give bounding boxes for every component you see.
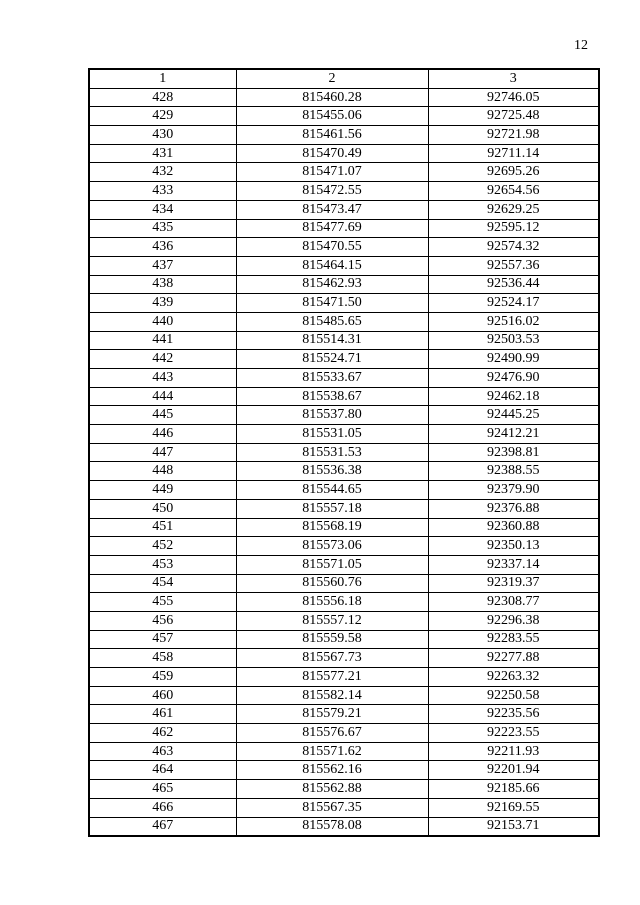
- point-number-cell: 447: [89, 443, 236, 462]
- table-body: [89, 88, 599, 836]
- x-coordinate-cell: 815472.55: [236, 182, 428, 201]
- table-row: [89, 574, 599, 593]
- y-coordinate-cell: 92250.58: [428, 686, 599, 705]
- y-coordinate-cell: 92337.14: [428, 555, 599, 574]
- y-coordinate-cell: 92350.13: [428, 537, 599, 556]
- table-row: [89, 219, 599, 238]
- y-coordinate-cell: 92169.55: [428, 798, 599, 817]
- point-number-cell: 465: [89, 780, 236, 799]
- table-row: [89, 294, 599, 313]
- point-number-cell: 449: [89, 481, 236, 500]
- y-coordinate-cell: 92721.98: [428, 126, 599, 145]
- x-coordinate-cell: 815538.67: [236, 387, 428, 406]
- y-coordinate-cell: 92746.05: [428, 88, 599, 107]
- x-coordinate-cell: 815471.50: [236, 294, 428, 313]
- x-coordinate-cell: 815455.06: [236, 107, 428, 126]
- point-number-cell: 453: [89, 555, 236, 574]
- x-coordinate-cell: 815477.69: [236, 219, 428, 238]
- point-number-cell: 456: [89, 611, 236, 630]
- x-coordinate-cell: 815562.88: [236, 780, 428, 799]
- y-coordinate-cell: 92711.14: [428, 144, 599, 163]
- y-coordinate-cell: 92476.90: [428, 369, 599, 388]
- table-row: [89, 499, 599, 518]
- x-coordinate-cell: 815537.80: [236, 406, 428, 425]
- table-row: [89, 649, 599, 668]
- y-coordinate-cell: 92223.55: [428, 724, 599, 743]
- table-row: [89, 369, 599, 388]
- point-number-cell: 450: [89, 499, 236, 518]
- x-coordinate-cell: 815536.38: [236, 462, 428, 481]
- x-coordinate-cell: 815560.76: [236, 574, 428, 593]
- column-header: 2: [236, 69, 428, 88]
- table-row: [89, 425, 599, 444]
- y-coordinate-cell: 92263.32: [428, 668, 599, 687]
- table-row: [89, 742, 599, 761]
- point-number-cell: 438: [89, 275, 236, 294]
- x-coordinate-cell: 815470.49: [236, 144, 428, 163]
- table-row: [89, 593, 599, 612]
- y-coordinate-cell: 92185.66: [428, 780, 599, 799]
- point-number-cell: 457: [89, 630, 236, 649]
- table-row: [89, 817, 599, 836]
- x-coordinate-cell: 815460.28: [236, 88, 428, 107]
- table-row: [89, 630, 599, 649]
- y-coordinate-cell: 92557.36: [428, 256, 599, 275]
- table-row: [89, 761, 599, 780]
- y-coordinate-cell: 92379.90: [428, 481, 599, 500]
- y-coordinate-cell: 92398.81: [428, 443, 599, 462]
- table-row: [89, 200, 599, 219]
- point-number-cell: 444: [89, 387, 236, 406]
- x-coordinate-cell: 815582.14: [236, 686, 428, 705]
- point-number-cell: 446: [89, 425, 236, 444]
- x-coordinate-cell: 815571.62: [236, 742, 428, 761]
- y-coordinate-cell: 92445.25: [428, 406, 599, 425]
- table-row: [89, 705, 599, 724]
- point-number-cell: 459: [89, 668, 236, 687]
- point-number-cell: 436: [89, 238, 236, 257]
- point-number-cell: 467: [89, 817, 236, 836]
- table-row: [89, 518, 599, 537]
- x-coordinate-cell: 815533.67: [236, 369, 428, 388]
- y-coordinate-cell: 92153.71: [428, 817, 599, 836]
- y-coordinate-cell: 92654.56: [428, 182, 599, 201]
- column-header: 1: [89, 69, 236, 88]
- x-coordinate-cell: 815531.53: [236, 443, 428, 462]
- table-row: [89, 462, 599, 481]
- y-coordinate-cell: 92308.77: [428, 593, 599, 612]
- x-coordinate-cell: 815556.18: [236, 593, 428, 612]
- point-number-cell: 435: [89, 219, 236, 238]
- table-row: [89, 163, 599, 182]
- table-row: [89, 126, 599, 145]
- point-number-cell: 455: [89, 593, 236, 612]
- table-row: [89, 481, 599, 500]
- y-coordinate-cell: 92412.21: [428, 425, 599, 444]
- y-coordinate-cell: 92201.94: [428, 761, 599, 780]
- point-number-cell: 431: [89, 144, 236, 163]
- table-row: [89, 798, 599, 817]
- y-coordinate-cell: 92725.48: [428, 107, 599, 126]
- x-coordinate-cell: 815559.58: [236, 630, 428, 649]
- table-row: [89, 780, 599, 799]
- table-row: [89, 238, 599, 257]
- x-coordinate-cell: 815514.31: [236, 331, 428, 350]
- table-row: [89, 668, 599, 687]
- coordinates-table: [88, 68, 600, 837]
- x-coordinate-cell: 815568.19: [236, 518, 428, 537]
- x-coordinate-cell: 815544.65: [236, 481, 428, 500]
- y-coordinate-cell: 92296.38: [428, 611, 599, 630]
- table-row: [89, 406, 599, 425]
- point-number-cell: 466: [89, 798, 236, 817]
- y-coordinate-cell: 92524.17: [428, 294, 599, 313]
- point-number-cell: 439: [89, 294, 236, 313]
- point-number-cell: 437: [89, 256, 236, 275]
- x-coordinate-cell: 815573.06: [236, 537, 428, 556]
- y-coordinate-cell: 92595.12: [428, 219, 599, 238]
- y-coordinate-cell: 92503.53: [428, 331, 599, 350]
- table-header-row: [89, 69, 599, 88]
- point-number-cell: 464: [89, 761, 236, 780]
- point-number-cell: 445: [89, 406, 236, 425]
- table-row: [89, 144, 599, 163]
- x-coordinate-cell: 815578.08: [236, 817, 428, 836]
- x-coordinate-cell: 815464.15: [236, 256, 428, 275]
- table-row: [89, 555, 599, 574]
- x-coordinate-cell: 815567.73: [236, 649, 428, 668]
- y-coordinate-cell: 92283.55: [428, 630, 599, 649]
- page-number: 12: [574, 38, 588, 53]
- x-coordinate-cell: 815473.47: [236, 200, 428, 219]
- y-coordinate-cell: 92536.44: [428, 275, 599, 294]
- point-number-cell: 463: [89, 742, 236, 761]
- table-row: [89, 107, 599, 126]
- y-coordinate-cell: 92629.25: [428, 200, 599, 219]
- y-coordinate-cell: 92388.55: [428, 462, 599, 481]
- point-number-cell: 462: [89, 724, 236, 743]
- table-row: [89, 611, 599, 630]
- point-number-cell: 452: [89, 537, 236, 556]
- x-coordinate-cell: 815524.71: [236, 350, 428, 369]
- table-row: [89, 387, 599, 406]
- y-coordinate-cell: 92376.88: [428, 499, 599, 518]
- x-coordinate-cell: 815557.18: [236, 499, 428, 518]
- x-coordinate-cell: 815470.55: [236, 238, 428, 257]
- y-coordinate-cell: 92695.26: [428, 163, 599, 182]
- y-coordinate-cell: 92462.18: [428, 387, 599, 406]
- point-number-cell: 432: [89, 163, 236, 182]
- point-number-cell: 458: [89, 649, 236, 668]
- x-coordinate-cell: 815577.21: [236, 668, 428, 687]
- table-row: [89, 686, 599, 705]
- x-coordinate-cell: 815562.16: [236, 761, 428, 780]
- x-coordinate-cell: 815576.67: [236, 724, 428, 743]
- y-coordinate-cell: 92211.93: [428, 742, 599, 761]
- point-number-cell: 460: [89, 686, 236, 705]
- x-coordinate-cell: 815485.65: [236, 312, 428, 331]
- x-coordinate-cell: 815461.56: [236, 126, 428, 145]
- x-coordinate-cell: 815531.05: [236, 425, 428, 444]
- x-coordinate-cell: 815471.07: [236, 163, 428, 182]
- point-number-cell: 454: [89, 574, 236, 593]
- table-row: [89, 312, 599, 331]
- point-number-cell: 443: [89, 369, 236, 388]
- table-row: [89, 724, 599, 743]
- y-coordinate-cell: 92235.56: [428, 705, 599, 724]
- point-number-cell: 442: [89, 350, 236, 369]
- table-row: [89, 275, 599, 294]
- column-header: 3: [428, 69, 599, 88]
- point-number-cell: 430: [89, 126, 236, 145]
- x-coordinate-cell: 815567.35: [236, 798, 428, 817]
- y-coordinate-cell: 92360.88: [428, 518, 599, 537]
- table-row: [89, 256, 599, 275]
- point-number-cell: 451: [89, 518, 236, 537]
- y-coordinate-cell: 92319.37: [428, 574, 599, 593]
- y-coordinate-cell: 92277.88: [428, 649, 599, 668]
- y-coordinate-cell: 92574.32: [428, 238, 599, 257]
- point-number-cell: 448: [89, 462, 236, 481]
- point-number-cell: 433: [89, 182, 236, 201]
- table-row: [89, 443, 599, 462]
- x-coordinate-cell: 815579.21: [236, 705, 428, 724]
- point-number-cell: 461: [89, 705, 236, 724]
- point-number-cell: 441: [89, 331, 236, 350]
- table-row: [89, 331, 599, 350]
- x-coordinate-cell: 815557.12: [236, 611, 428, 630]
- x-coordinate-cell: 815571.05: [236, 555, 428, 574]
- table-row: [89, 88, 599, 107]
- point-number-cell: 434: [89, 200, 236, 219]
- y-coordinate-cell: 92516.02: [428, 312, 599, 331]
- table-row: [89, 537, 599, 556]
- table-row: [89, 350, 599, 369]
- point-number-cell: 429: [89, 107, 236, 126]
- y-coordinate-cell: 92490.99: [428, 350, 599, 369]
- table-row: [89, 182, 599, 201]
- point-number-cell: 440: [89, 312, 236, 331]
- point-number-cell: 428: [89, 88, 236, 107]
- x-coordinate-cell: 815462.93: [236, 275, 428, 294]
